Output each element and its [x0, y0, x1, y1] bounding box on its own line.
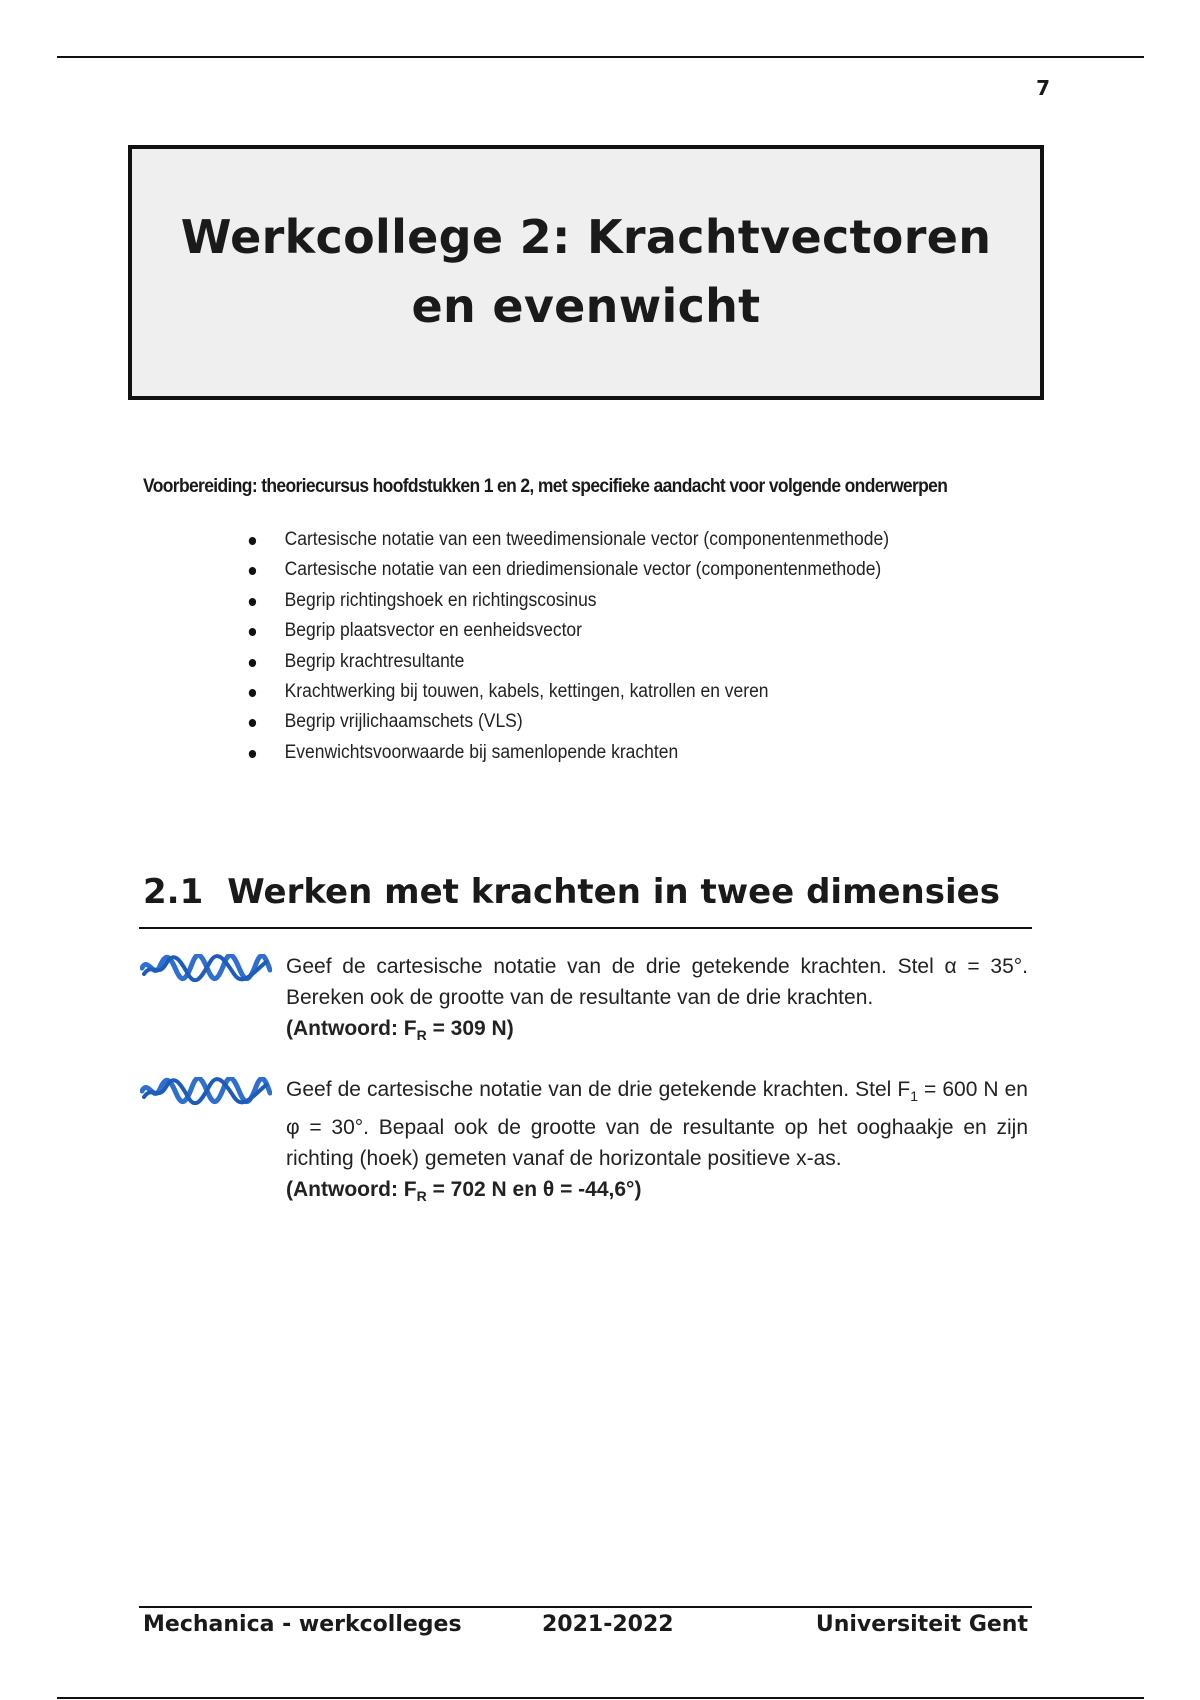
title-box — [128, 145, 1044, 400]
list-item: Begrip richtingshoek en richtingscosinus — [246, 586, 889, 616]
list-item: Krachtwerking bij touwen, kabels, kettingen, katrollen en veren — [246, 677, 889, 707]
page-title: Werkcollege 2: Krachtvectoren en evenwicht — [180, 210, 992, 333]
bottom-rule — [57, 1697, 1144, 1699]
list-item: Evenwichtsvoorwaarde bij samenlopende krachten — [246, 738, 889, 768]
footer-course: Mechanica - werkcolleges — [143, 1612, 462, 1637]
section-rule — [139, 927, 1032, 929]
footer-university: Universiteit Gent — [815, 1612, 1028, 1637]
list-item: Cartesische notatie van een driedimensionale vector (componentenmethode) — [246, 555, 889, 585]
bullet-icon — [249, 567, 256, 575]
section-number: 2.1 — [143, 872, 204, 912]
section-title: Werken met krachten in twee dimensies — [227, 872, 1000, 912]
bullet-icon — [249, 689, 256, 697]
bullet-icon — [249, 537, 256, 545]
redaction-scribble — [140, 954, 272, 982]
footer-year: 2021-2022 — [542, 1612, 674, 1637]
bullet-icon — [249, 719, 256, 727]
topic-list — [246, 525, 945, 768]
bullet-icon — [249, 659, 256, 667]
redaction-scribble — [140, 1077, 272, 1105]
footer-rule — [139, 1606, 1032, 1608]
exercise-1 — [286, 951, 1028, 1051]
exercise-text: Geef de cartesische notatie van de drie getekende krachten. Stel $F_1 = 600$ N en φ = 30°. Bepaal ook de grootte van de resultante op het ooghaakje en zijn richting (hoek) gemeten vanaf de horizontale positieve x-as. — [286, 1078, 1028, 1171]
bullet-icon — [249, 750, 256, 758]
exercise-answer: (Antwoord: $F_R = 309$ N) — [286, 1017, 514, 1044]
preparation-heading: Voorbereiding: theoriecursus hoofdstukken 1 en 2, met specifieke aandacht voor volgende onderwerpen — [143, 476, 948, 497]
bullet-icon — [249, 598, 256, 606]
exercise-answer: (Antwoord: $F_R = 702$ N en θ = -44,6°) — [286, 1178, 642, 1205]
page-number: 7 — [1036, 76, 1050, 100]
list-item: Begrip krachtresultante — [246, 647, 889, 677]
bullet-icon — [249, 628, 256, 636]
exercise-2 — [286, 1074, 1028, 1212]
list-item: Cartesische notatie van een tweedimensionale vector (componentenmethode) — [246, 525, 889, 555]
exercise-text: Geef de cartesische notatie van de drie getekende krachten. Stel α = 35°. Bereken ook de grootte van de resultante van de drie krachten. — [286, 955, 1028, 1009]
section-heading — [143, 872, 1000, 912]
top-rule — [57, 56, 1144, 58]
list-item: Begrip plaatsvector en eenheidsvector — [246, 616, 889, 646]
list-item: Begrip vrijlichaamschets (VLS) — [246, 707, 889, 737]
